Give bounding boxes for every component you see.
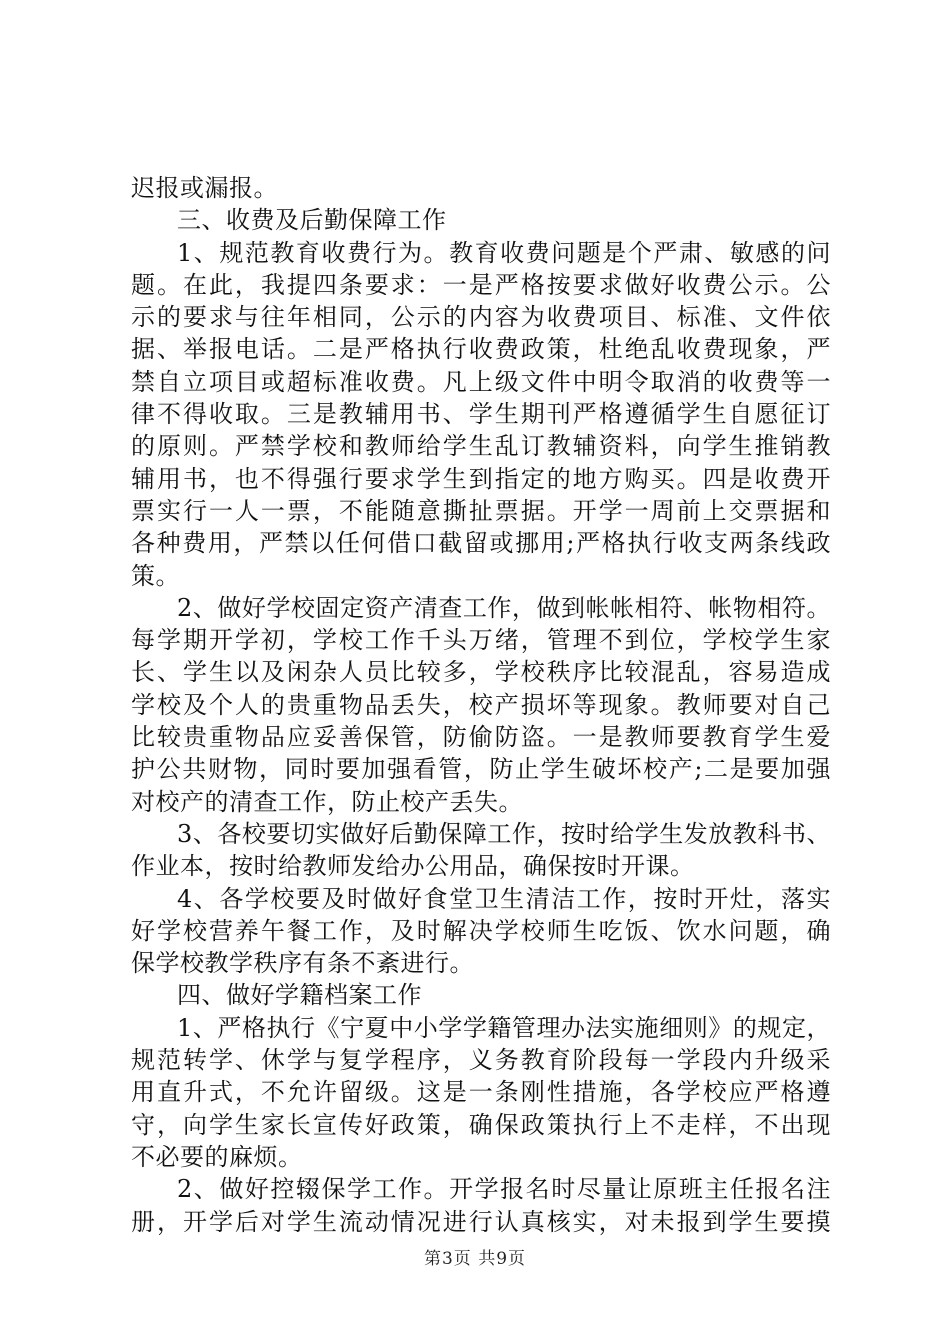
text-line: 每学期开学初，学校工作千头万绪，管理不到位，学校学生家 — [131, 626, 831, 655]
text-line: 用直升式，不允许留级。这是一条刚性措施，各学校应严格遵 — [131, 1078, 831, 1107]
page-footer — [0, 1244, 950, 1269]
text-line: 好学校营养午餐工作，及时解决学校师生吃饭、饮水问题，确 — [131, 916, 831, 945]
text-line: 3、各校要切实做好后勤保障工作，按时给学生发放教科书、 — [177, 819, 831, 848]
text-line: 各种费用，严禁以任何借口截留或挪用;严格执行收支两条线政 — [131, 529, 831, 558]
text-line: 辅用书，也不得强行要求学生到指定的地方购买。四是收费开 — [131, 464, 831, 493]
page-number-label: 第3页 共9页 — [423, 1249, 527, 1269]
text-line: 2、做好控辍保学工作。开学报名时尽量让原班主任报名注 — [177, 1175, 831, 1204]
text-line: 题。在此，我提四条要求：一是严格按要求做好收费公示。公 — [131, 270, 831, 299]
text-line: 护公共财物，同时要加强看管，防止学生破坏校产;二是要加强 — [131, 755, 831, 784]
text-line: 长、学生以及闲杂人员比较多，学校秩序比较混乱，容易造成 — [131, 658, 831, 687]
text-line: 示的要求与往年相同，公示的内容为收费项目、标准、文件依 — [131, 303, 831, 332]
text-line: 保学校教学秩序有条不紊进行。 — [131, 949, 474, 978]
text-line: 守，向学生家长宣传好政策，确保政策执行上不走样，不出现 — [131, 1110, 831, 1139]
text-line: 1、严格执行《宁夏中小学学籍管理办法实施细则》的规定， — [177, 1013, 831, 1042]
document-body — [131, 172, 831, 1238]
text-line: 册，开学后对学生流动情况进行认真核实，对未报到学生要摸 — [131, 1207, 831, 1236]
text-line: 的原则。严禁学校和教师给学生乱订教辅资料，向学生推销教 — [131, 432, 831, 461]
text-line: 比较贵重物品应妥善保管，防偷防盗。一是教师要教育学生爱 — [131, 723, 831, 752]
section-heading: 三、收费及后勤保障工作 — [177, 206, 447, 235]
text-line: 票实行一人一票，不能随意撕扯票据。开学一周前上交票据和 — [131, 496, 831, 525]
text-line: 4、各学校要及时做好食堂卫生清洁工作，按时开灶，落实 — [177, 884, 831, 913]
text-line: 规范转学、休学与复学程序，义务教育阶段每一学段内升级采 — [131, 1046, 831, 1075]
section-heading: 四、做好学籍档案工作 — [177, 981, 422, 1010]
text-line: 律不得收取。三是教辅用书、学生期刊严格遵循学生自愿征订 — [131, 400, 831, 429]
text-line: 禁自立项目或超标准收费。凡上级文件中明令取消的收费等一 — [131, 367, 831, 396]
text-line: 据、举报电话。二是严格执行收费政策，杜绝乱收费现象，严 — [131, 335, 831, 364]
text-line: 作业本，按时给教师发给办公用品，确保按时开课。 — [131, 852, 695, 881]
text-line: 1、规范教育收费行为。教育收费问题是个严肃、敏感的问 — [177, 238, 831, 267]
text-line: 2、做好学校固定资产清查工作，做到帐帐相符、帐物相符。 — [177, 593, 831, 622]
text-line: 学校及个人的贵重物品丢失，校产损坏等现象。教师要对自己 — [131, 690, 831, 719]
text-line: 策。 — [131, 561, 180, 590]
text-line: 不必要的麻烦。 — [131, 1142, 303, 1171]
text-line: 迟报或漏报。 — [131, 174, 278, 202]
text-line: 对校产的清查工作，防止校产丢失。 — [131, 787, 523, 816]
